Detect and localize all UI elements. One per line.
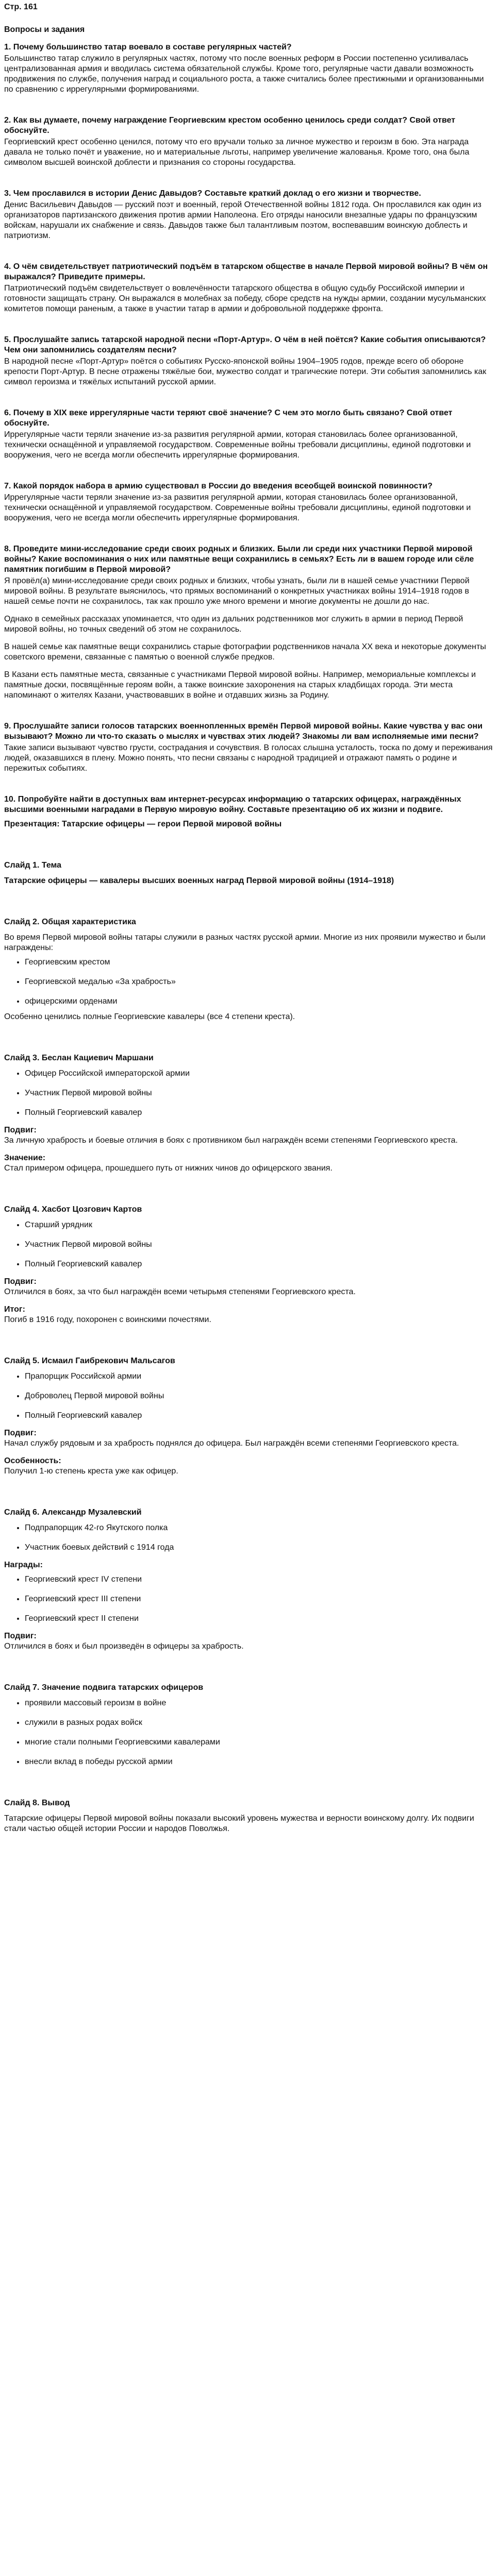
slide-paragraph: Начал службу рядовым и за храбрость поднялся до офицера. Был награждён всеми степенями Георгиевского креста. — [4, 1439, 459, 1448]
list-item: • Георгиевский крест IV степени — [25, 1574, 495, 1585]
list-item: • Георгиевской медалью «За храбрость» — [25, 977, 495, 987]
slide-title: Слайд 3. Беслан Кациевич Маршани — [4, 1054, 154, 1062]
list-item: • Полный Георгиевский кавалер — [25, 1411, 495, 1421]
answer-paragraph: Однако в семейных рассказах упоминается, что один из дальних родственников мог служить в армии в период Первой мировой войны, но точных сведений об этом не сохранилось. — [4, 615, 463, 634]
question-block — [4, 42, 495, 95]
list-item: • проявили массовый героизм в войне — [25, 1698, 495, 1708]
slide-paragraph: Стал примером офицера, прошедшего путь от нижних чинов до офицерского звания. — [4, 1164, 332, 1173]
field-label: Подвиг: — [4, 1126, 37, 1134]
list-item: • Георгиевский крест II степени — [25, 1614, 495, 1624]
answer-paragraph: Я провёл(а) мини-исследование среди своих родных и близких, чтобы узнать, были ли в нашей семье участники Первой мировой войны. В результате выяснилось, что прямых воспоминаний о конкретных участниках войны 1914–1918 годов в нашей семье почти не сохранилось, так как прошло уже много времени и многие документы не дошли до нас. — [4, 577, 470, 606]
slide-title: Слайд 1. Тема — [4, 861, 62, 870]
list-item: • Офицер Российской императорской армии — [25, 1069, 495, 1079]
list-item: • Участник Первой мировой войны — [25, 1088, 495, 1098]
slide-paragraph: Во время Первой мировой войны татары служили в разных частях русской армии. Многие из них проявили мужество и были награждены: — [4, 933, 486, 952]
presentation-title: Презентация: Татарские офицеры — герои Первой мировой войны — [4, 820, 282, 828]
list-item: • Георгиевским крестом — [25, 957, 495, 968]
bullet-list — [4, 1371, 495, 1421]
field-label: Награды: — [4, 1561, 43, 1569]
list-item: • служили в разных родах войск — [25, 1718, 495, 1728]
answer-paragraph: Большинство татар служило в регулярных частях, потому что после военных реформ в России постепенно усиливалась централизованная армия и вводилась система обязательной службы. Кроме того, регулярные части давали возможность продвижения по службе, получения наград и социального роста, а также считались более престижными и организованными по сравнению с иррегулярными формированиями. — [4, 54, 484, 94]
list-item: • Полный Георгиевский кавалер — [25, 1108, 495, 1118]
list-item: • Старший урядник — [25, 1220, 495, 1230]
questions-list — [4, 42, 495, 815]
slide-title: Слайд 5. Исмаил Гаибрекович Мальсагов — [4, 1357, 175, 1365]
answer-paragraph: Георгиевский крест особенно ценился, потому что его вручали только за личное мужество и героизм в бою. Эта награда давала не только почёт и уважение, но и материальные льготы, например увеличение жалованья. Кроме того, она была символом высшей воинской доблести и признания со стороны государства. — [4, 138, 470, 167]
question-block — [4, 335, 495, 387]
slide-title: Слайд 4. Хасбот Цозгович Картов — [4, 1205, 142, 1214]
answer-paragraph: Такие записи вызывают чувство грусти, сострадания и сочувствия. В голосах слышна усталость, тоска по дому и переживания людей, оказавшихся в плену. Можно понять, что песни связаны с народной традицией и отражают память о родине и пережитых событиях. — [4, 743, 493, 773]
question-text: 5. Прослушайте запись татарской народной песни «Порт-Артур». О чём в ней поётся? Какие события описываются? Чем они запомнились создателям песни? — [4, 335, 486, 354]
slide-lead: Татарские офицеры — кавалеры высших военных наград Первой мировой войны (1914–1918) — [4, 876, 394, 885]
slide-title: Слайд 2. Общая характеристика — [4, 918, 136, 926]
question-text: 4. О чём свидетельствует патриотический подъём в татарском обществе в начале Первой мировой войны? В чём он выражался? Приведите примеры. — [4, 262, 488, 281]
bullet-list — [4, 1220, 495, 1269]
slide-block — [4, 1356, 495, 1477]
question-block — [4, 481, 495, 523]
question-block — [4, 544, 495, 701]
slide-block — [4, 917, 495, 1022]
slide-paragraph: Отличился в боях и был произведён в офицеры за храбрость. — [4, 1642, 244, 1651]
list-item: • Георгиевский крест III степени — [25, 1594, 495, 1604]
slide-block — [4, 860, 495, 886]
slide-block — [4, 1683, 495, 1767]
answer-paragraph: Иррегулярные части теряли значение из-за развития регулярной армии, которая становилась более организованной, технически оснащённой и управляемой государством. Современные войны требовали дисциплины, единой подготовки и вооружения, чего не всегда могли обеспечить иррегулярные формирования. — [4, 430, 471, 460]
answer-paragraph: В нашей семье как памятные вещи сохранились старые фотографии родственников начала XX века и некоторые документы советского времени, связанные с памятью о военной службе предков. — [4, 642, 486, 662]
list-item: • многие стали полными Георгиевскими кавалерами — [25, 1737, 495, 1748]
field-label: Особенность: — [4, 1456, 61, 1465]
question-text: 7. Какой порядок набора в армию существовал в России до введения всеобщей воинской повинности? — [4, 482, 433, 490]
slide-paragraph: Отличился в боях, за что был награждён всеми четырьмя степенями Георгиевского креста. — [4, 1287, 356, 1296]
question-text: 10. Попробуйте найти в доступных вам интернет-ресурсах информацию о татарских офицерах, награждённых высшими военными наградами в Первую мировую войну. Составьте презентацию об их жизни и подвиге. — [4, 795, 461, 814]
answer-paragraph: В Казани есть памятные места, связанные с участниками Первой мировой войны. Например, мемориальные комплексы и памятные доски, посвящённые героям войн, а также воинские захоронения на старых кладбищах города. Эти места напоминают о жителях Казани, участвовавших в войне и отдавших жизнь за Родину. — [4, 670, 476, 700]
answer-paragraph: Патриотический подъём свидетельствует о вовлечённости татарского общества в общую судьбу Российской империи и готовности защищать страну. Он выражался в молебнах за победу, сборе средств на нужды армии, создании мусульманских комитетов помощи раненым, а также в участии татар в армии и добровольной поддержке фронта. — [4, 284, 486, 313]
slide-block — [4, 1205, 495, 1325]
field-label: Итог: — [4, 1305, 25, 1314]
slide-paragraph: Особенно ценились полные Георгиевские кавалеры (все 4 степени креста). — [4, 1012, 295, 1021]
bullet-list — [4, 1069, 495, 1118]
slide-title: Слайд 7. Значение подвига татарских офицеров — [4, 1683, 204, 1692]
slide-paragraph: Получил 1-ю степень креста уже как офицер. — [4, 1467, 178, 1476]
question-text: 9. Прослушайте записи голосов татарских военнопленных времён Первой мировой войны. Какие чувства у вас они вызывают? Можно ли что-то сказать о мыслях и чувствах этих людей? Знакомы ли вам исполняемые ими песни? — [4, 722, 483, 741]
answer-paragraph: Иррегулярные части теряли значение из-за развития регулярной армии, которая становилась более организованной, технически оснащённой и управляемой государством. Современные войны требовали дисциплины, единой подготовки и вооружения, чего не всегда могли обеспечить иррегулярные формирования. — [4, 493, 471, 522]
field-label: Значение: — [4, 1154, 46, 1162]
list-item: • Подпрапорщик 42-го Якутского полка — [25, 1523, 495, 1533]
list-item: • офицерскими орденами — [25, 996, 495, 1007]
slide-paragraph: За личную храбрость и боевые отличия в боях с противником был награждён всеми степенями Георгиевского креста. — [4, 1136, 458, 1145]
question-block — [4, 115, 495, 168]
field-label: Подвиг: — [4, 1429, 37, 1437]
slides-list — [4, 860, 495, 1834]
section-title: Вопросы и задания — [4, 25, 85, 34]
question-text: 8. Проведите мини-исследование среди своих родных и близких. Были ли среди них участники Первой мировой войны? Какие воспоминания о них или памятные вещи сохранились в семьях? Есть ли в вашем городе или сёле памятник погибшим в Первой мировой? — [4, 545, 474, 574]
list-item: • Доброволец Первой мировой войны — [25, 1391, 495, 1401]
list-item: • внесли вклад в победы русской армии — [25, 1757, 495, 1767]
field-label: Подвиг: — [4, 1277, 37, 1286]
list-item: • Прапорщик Российской армии — [25, 1371, 495, 1382]
answer-paragraph: Денис Васильевич Давыдов — русский поэт и военный, герой Отечественной войны 1812 года. Он прославился как один из организаторов партизанского движения против армии Наполеона. Его отряды наносили внезапные удары по французским войскам, нарушали их снабжение и связь. Давыдов также был талантливым поэтом, воспевавшим воинскую доблесть и патриотизм. — [4, 200, 481, 240]
question-block — [4, 262, 495, 314]
list-item: • Участник боевых действий с 1914 года — [25, 1543, 495, 1553]
list-item: • Полный Георгиевский кавалер — [25, 1259, 495, 1269]
question-text: 2. Как вы думаете, почему награждение Георгиевским крестом особенно ценилось среди солдат? Свой ответ обоснуйте. — [4, 116, 456, 135]
slide-title: Слайд 8. Вывод — [4, 1799, 70, 1807]
slide-block — [4, 1798, 495, 1834]
slide-paragraph: Погиб в 1916 году, похоронен с воинскими почестями. — [4, 1315, 211, 1324]
slide-paragraph: Татарские офицеры Первой мировой войны показали высокий уровень мужества и верности воинскому долгу. Их подвиги стали частью общей истории России и народов Поволжья. — [4, 1814, 474, 1833]
question-text: 6. Почему в XIX веке иррегулярные части теряют своё значение? С чем это могло быть связано? Свой ответ обоснуйте. — [4, 409, 453, 428]
question-block — [4, 794, 495, 815]
page-header: Стр. 161 — [4, 3, 38, 11]
bullet-list — [4, 957, 495, 1007]
question-block — [4, 721, 495, 774]
answer-paragraph: В народной песне «Порт-Артур» поётся о событиях Русско-японской войны 1904–1905 годов, прежде всего об обороне крепости Порт-Артур. В песне отражены тяжёлые бои, мужество солдат и трагические потери. Эти события запомнились как символ героизма и тяжёлых испытаний русской армии. — [4, 357, 487, 386]
bullet-list — [4, 1523, 495, 1553]
slide-block — [4, 1507, 495, 1652]
bullet-list — [4, 1698, 495, 1767]
question-block — [4, 189, 495, 241]
list-item: • Участник Первой мировой войны — [25, 1240, 495, 1250]
field-label: Подвиг: — [4, 1632, 37, 1640]
question-text: 3. Чем прославился в истории Денис Давыдов? Составьте краткий доклад о его жизни и творчестве. — [4, 189, 421, 198]
bullet-list — [4, 1574, 495, 1624]
question-block — [4, 408, 495, 461]
question-text: 1. Почему большинство татар воевало в составе регулярных частей? — [4, 43, 292, 52]
slide-title: Слайд 6. Александр Музалевский — [4, 1508, 142, 1517]
slide-block — [4, 1053, 495, 1174]
